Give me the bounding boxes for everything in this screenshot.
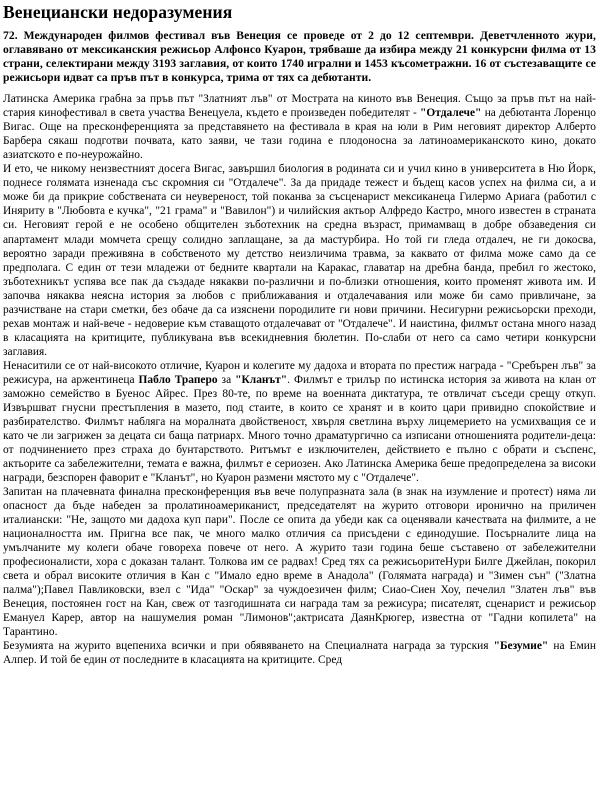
page-title: Венециански недоразумения: [3, 2, 233, 22]
paragraph-text: на дебютанта Лоренцо Вигас. Още на пресконференцията за представянето на фестивала в края на юли в Рим неговият директор Алберто Барбера сякаш подготви почвата, като заяви, че тази година е плодоносна за латиноамериканското кино, докато азиатското е по-неурожайно.: [3, 107, 596, 162]
paragraph-text: Безумията на журито вцепениха всички и при обявяването на Специалната награда за турския: [3, 640, 494, 653]
emphasized-title: "Кланът": [235, 373, 288, 386]
body-paragraph: [3, 485, 596, 639]
paragraph-text: за: [217, 373, 236, 386]
emphasized-title: "Отдалече": [420, 107, 482, 120]
article-body: [3, 92, 596, 667]
paragraph-text: Запитан на плачевната финална пресконференция във вече полупразната зала (в знак на изумление и протест) няма ли опасност да бъде набеден за пролатиноамериканист, председателят на журито отговори иронично на приличен италиански: "Не, защото ми дадоха куп пари". После се опита да убеди как са оценявали качествата на филмите, а не националността им. Пригна все пак, че много малко отличия са присъдени с единодушие. Посърналите лица на умълчаните му колеги обаче говореха повече от него. А журито тази година беше съставено от забележителни професионалисти, хора с доказан талант. Толкова им се радвах! Сред тях са режисьоритеНури Билге Джейлан, покорил света и обрал високите отличия в Кан с "Имало едно време в Анадола" (Голямата награда) и "Зимен сън" ("Златна палма");Павел Павликовски, взел с "Ида" "Оскар" за чуждоезичен филм; Сиао-Сиен Хоу, печелил "Златен лъв" във Венеция, постоянен гост на Кан, свеж от тазгодишната си награда там за режисура; писателят, сценарист и режисьор Емануел Карер, автор на нашумелия роман "Лимонов";актрисата ДаянКрюгер, известна от "Гадни копилета" на Тарантино.: [3, 486, 596, 639]
emphasized-title: Пабло Траперо: [138, 373, 218, 386]
body-paragraph: [3, 162, 596, 358]
lead-paragraph: 72. Международен филмов фестивал във Венеция се проведе от 2 до 12 септември. Деветчленното жури, оглавявано от мексиканския режисьор Алфонсо Куарон, трябваше да избира между 21 конкурсни филма от 13 страни, селектирани между 3193 заглавия, от които 1740 игрални и 1453 късометражни. 16 от състезаващите се режисьори идват са пръв път в конкурса, трима от тях са дебютанти.: [3, 29, 596, 85]
body-paragraph: [3, 639, 596, 667]
emphasized-title: "Безумие": [493, 640, 549, 653]
paragraph-text: на Емин Алпер. И той бе един от последните в класацията на критиците. Сред: [3, 640, 596, 667]
paragraph-text: Латинска Америка грабна за пръв път "Златният лъв" от Мострата на киното във Венеция. Също за пръв път на най-стария кинофестивал в света участва Венецуела, където е произведен победителят -: [3, 93, 596, 120]
paragraph-text: Ненаситили се от най-високото отличие, Куарон и колегите му дадоха и втората по престиж награда - "Сребърен лъв" за режисура, на аржентинеца: [3, 359, 596, 386]
body-paragraph: [3, 359, 596, 485]
paragraph-text: . Филмът е трилър по истинска история за живота на клан от заможно семейство в Буенос Айрес. През 80-те, по време на военната диктатура, те отвличат съседи срещу откуп. Извършват гнусни престъпления в мазето, под стаите, в които се хранят и в които цари привидно спокойствие и разбирателство. Филмът набляга на моралната двойственост, хвърля светлина върху лицемерието на усмихващия се и като че ли загрижен за децата си баща патриарх. Много точно драматургично са изписани отношенията родители-деца: от подчинението през страха до бунтарството. Ритъмът е изключителен, действието е пълно с обрати и съспенс, актьорите са забележителни, темата е важна, филмът е сериозен. Ако Латинска Америка беше предопределена за високи награди, безспорен фаворит е "Кланът", но Куарон размени мястото му с "Отдалече".: [3, 373, 596, 485]
paragraph-text: И ето, че никому неизвестният досега Вигас, завършил биология в родината си и учил кино в университета в Ню Йорк, поднесе голямата изненада със скромния си "Отдалече". За да придаде тежест и бъдещ касов успех на филма си, а и може би да прикрие собствената си неувереност, той поканва за съсценарист мексиканеца Гилермо Ариага (работил с Иняриту в "Любовта е кучка", "21 грама" и "Вавилон") и чилийския актьор Алфредо Кастро, много известен в страната си. Неговият герой е не особено общителен зъботехник на средна възраст, примамващ в добре обзаведения си апартамент млади момчета срещу солидно заплащане, за да мастурбира. Но той ги гледа отдалеч, не ги докосва, вероятно заради преживяна в собственото му детство неизличима травма, за каквато от филма може само да се предполага. С един от тези младежи от бедните квартали на Каракас, главатар на дребна банда, пребил го жестоко, зъботехникът успява все пак да създаде някакви по-различни и по-близки отношения, които променят живота им. И започва някаква неясна история за любов с приближавания и отдалечавания или може би само привличане, за разчистване на стари сметки, без обаче да са изяснени породилите ги нови причини. Несигурни режисьорски преходи, рехав монтаж и най-вече - недоверие към ставащото отдалечават от "Отдалече". И наистина, филмът остана много назад в класацията на критиците, публикувана във всекидневния бюлетин. По-слаби от него са само четири конкурсни заглавия.: [3, 163, 596, 358]
body-paragraph: [3, 92, 596, 162]
